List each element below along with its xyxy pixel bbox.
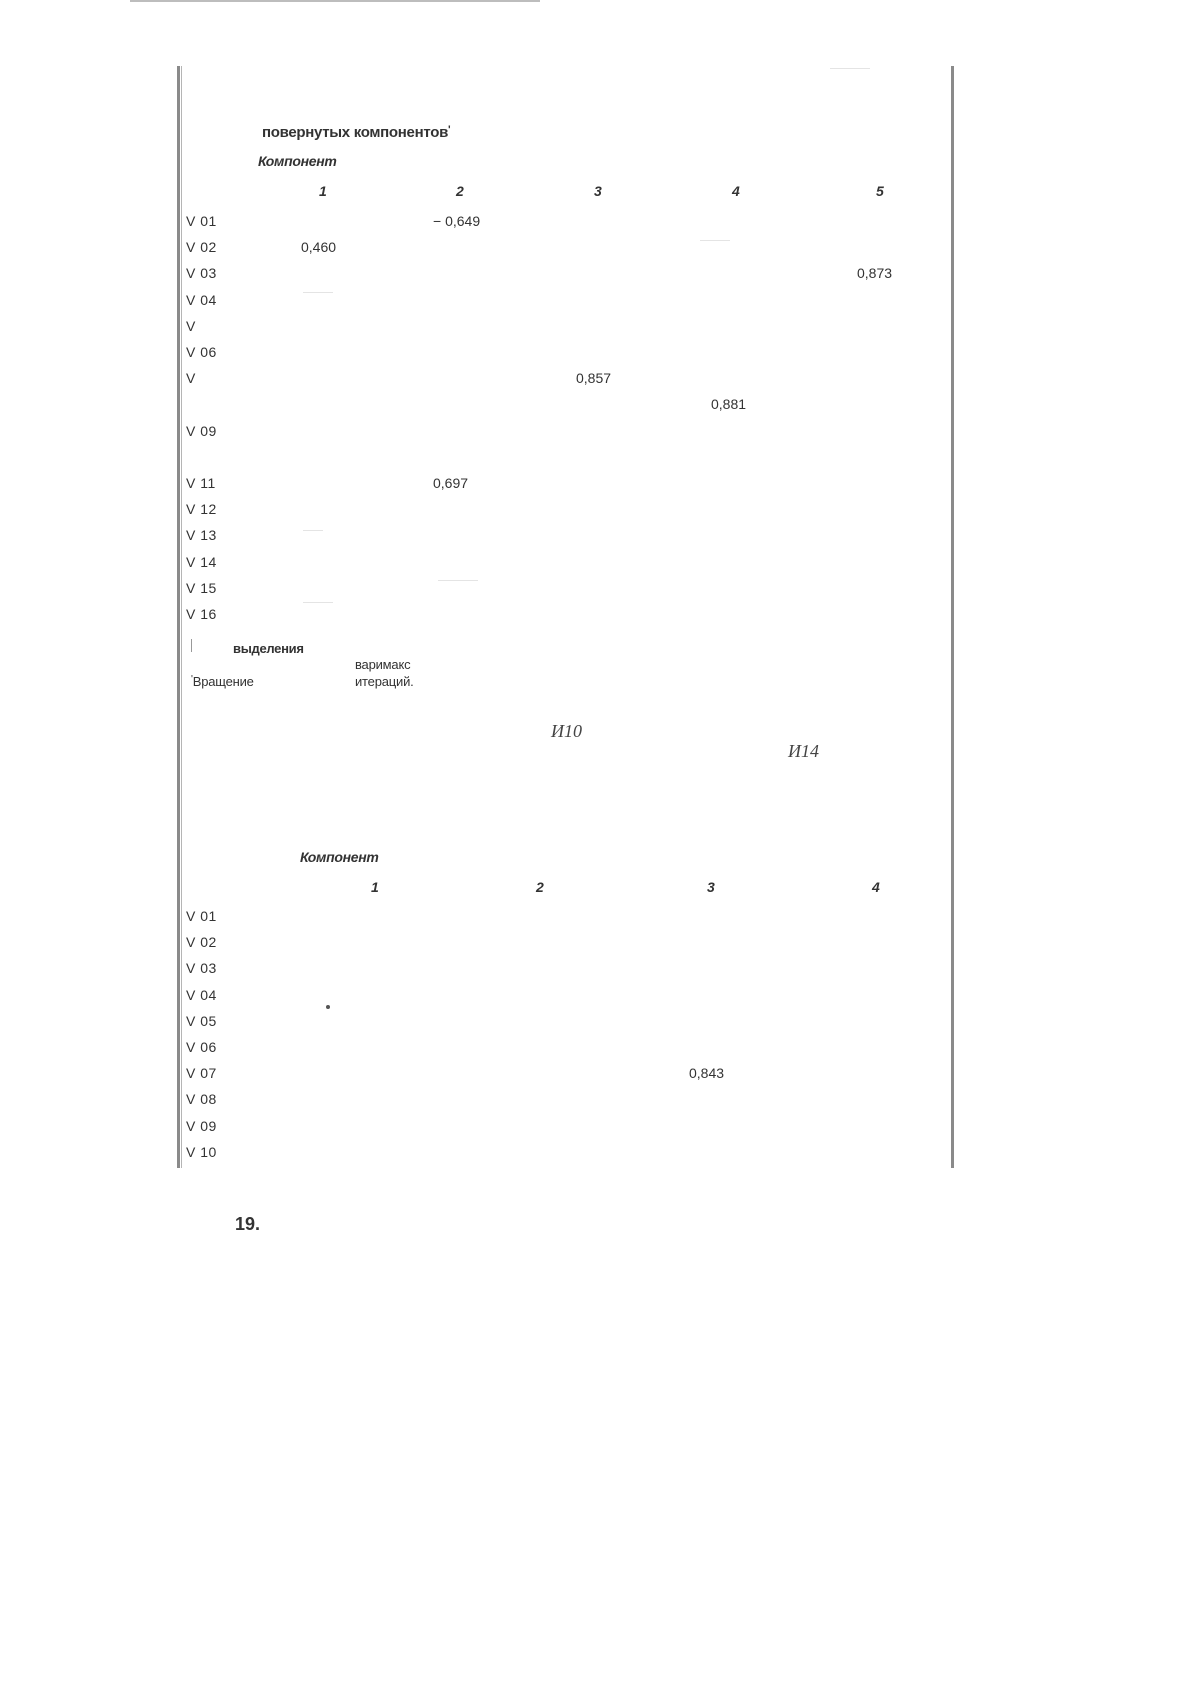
scan-noise xyxy=(303,292,333,293)
table1-title xyxy=(262,124,450,141)
table2-column-header: 3 xyxy=(707,879,715,895)
table1-row-label: V 12 xyxy=(186,501,217,518)
scan-noise xyxy=(700,240,730,241)
table1-cell: 0,857 xyxy=(576,370,612,387)
table1-row-label: V 06 xyxy=(186,344,217,360)
table1-title-mark: ' xyxy=(448,124,451,136)
table1-component-heading: Компонент xyxy=(258,153,337,169)
table1-row-label: V 01 xyxy=(186,213,217,229)
table1-column-header: 4 xyxy=(732,183,740,199)
table2-row-label: V 08 xyxy=(186,1091,217,1108)
note-rotation-mark: ' xyxy=(191,674,193,685)
table1-cell: 0,873 xyxy=(857,265,893,282)
table1-row-label: V 03 xyxy=(186,265,217,282)
table1-column-header: 2 xyxy=(456,183,464,199)
table1-row-label: V xyxy=(186,370,196,387)
table1-row-label: V 16 xyxy=(186,606,217,622)
table2-row-label: V 07 xyxy=(186,1065,217,1082)
scan-noise xyxy=(830,68,870,69)
table2-row-label: V 06 xyxy=(186,1039,217,1055)
note-rotation xyxy=(191,674,254,689)
table1-column-header: 3 xyxy=(594,183,602,199)
mark-v10: И10 xyxy=(551,721,582,741)
table1-column-header: 5 xyxy=(876,183,884,199)
scan-noise xyxy=(303,602,333,603)
note-rotation-text: Вращение xyxy=(192,674,254,689)
table1-row-label: V 11 xyxy=(186,475,216,491)
right-frame-border xyxy=(951,66,954,1168)
scan-noise xyxy=(303,530,323,531)
table1-row-label: V 02 xyxy=(186,239,217,256)
note-iterations: итераций. xyxy=(355,674,414,689)
table2-row-label: V 04 xyxy=(186,986,217,1003)
table1-row-label: V xyxy=(186,317,196,334)
table1-row-label: V 04 xyxy=(186,291,217,308)
table2-row-label: V 10 xyxy=(186,1143,217,1160)
table1-row-label: V 14 xyxy=(186,553,217,570)
table2-row-label: V 03 xyxy=(186,960,217,977)
table2-row-label: V 09 xyxy=(186,1117,217,1134)
table2-column-header: 2 xyxy=(536,879,544,895)
table2-component-heading: Компонент xyxy=(300,849,379,865)
note-tick xyxy=(191,639,192,652)
table2-cell: 0,843 xyxy=(689,1065,725,1082)
table1-cell: 0,881 xyxy=(711,396,747,413)
table1-row-label: V 15 xyxy=(186,579,217,596)
scan-noise xyxy=(438,580,478,581)
scan-edge-line xyxy=(130,0,540,2)
mark-v14: И14 xyxy=(788,741,819,761)
table1-column-header: 1 xyxy=(319,183,327,199)
table1-cell: 0,697 xyxy=(433,475,469,491)
table1-cell: 0,460 xyxy=(301,239,337,256)
table2-column-header: 1 xyxy=(371,879,379,895)
table1-row-label: V 13 xyxy=(186,527,217,544)
note-extraction: выделения xyxy=(233,641,304,656)
table2-row-label: V 01 xyxy=(186,908,217,924)
table2-row-label: V 02 xyxy=(186,934,217,951)
left-frame-border xyxy=(177,66,180,1168)
table1-cell: − 0,649 xyxy=(433,213,481,229)
table1-title-text: повернутых компонентов xyxy=(262,124,448,141)
scan-speck xyxy=(326,1005,330,1009)
left-frame-inner-border xyxy=(181,66,182,1168)
table2-column-header: 4 xyxy=(872,879,880,895)
table2-row-label: V 05 xyxy=(186,1012,217,1029)
page-number: 19. xyxy=(235,1214,261,1234)
table1-row-label: V 09 xyxy=(186,422,217,439)
note-varimax: варимакс xyxy=(355,657,411,672)
